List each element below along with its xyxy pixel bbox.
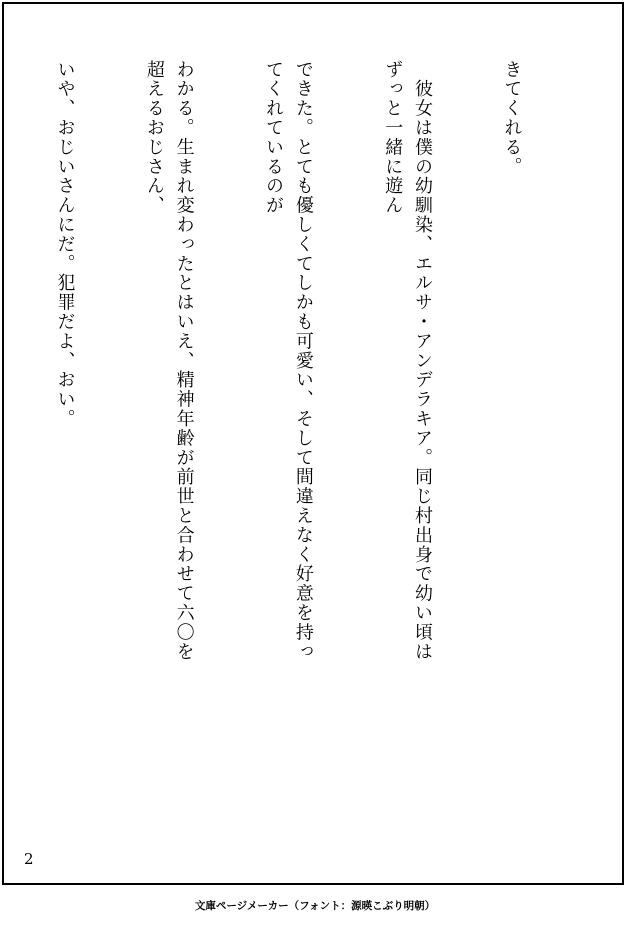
text-line: わかる。生まれ変わったとはいえ、精神年齢が前世と合わせて六〇を超えるおじさん、 bbox=[143, 60, 195, 662]
text-line: きてくれる。 bbox=[501, 60, 523, 177]
book-page bbox=[2, 2, 624, 885]
footer-caption: 文庫ページメーカー（フォント：源暎こぶり明朝） bbox=[194, 900, 436, 912]
vertical-body-text bbox=[44, 60, 586, 664]
text-line: 彼女は僕の幼馴染、エルサ・アンデラキア。同じ村出身で幼い頃はずっと一緒に遊ん bbox=[382, 60, 434, 662]
text-line: いや、おじいさんにだ。犯罪だよ、おい。 bbox=[54, 60, 76, 429]
text-line: できた。とても優しくてしかも可愛い、そして間違えなく好意を持ってくれているのが bbox=[263, 60, 314, 662]
page-number: 2 bbox=[24, 850, 34, 868]
